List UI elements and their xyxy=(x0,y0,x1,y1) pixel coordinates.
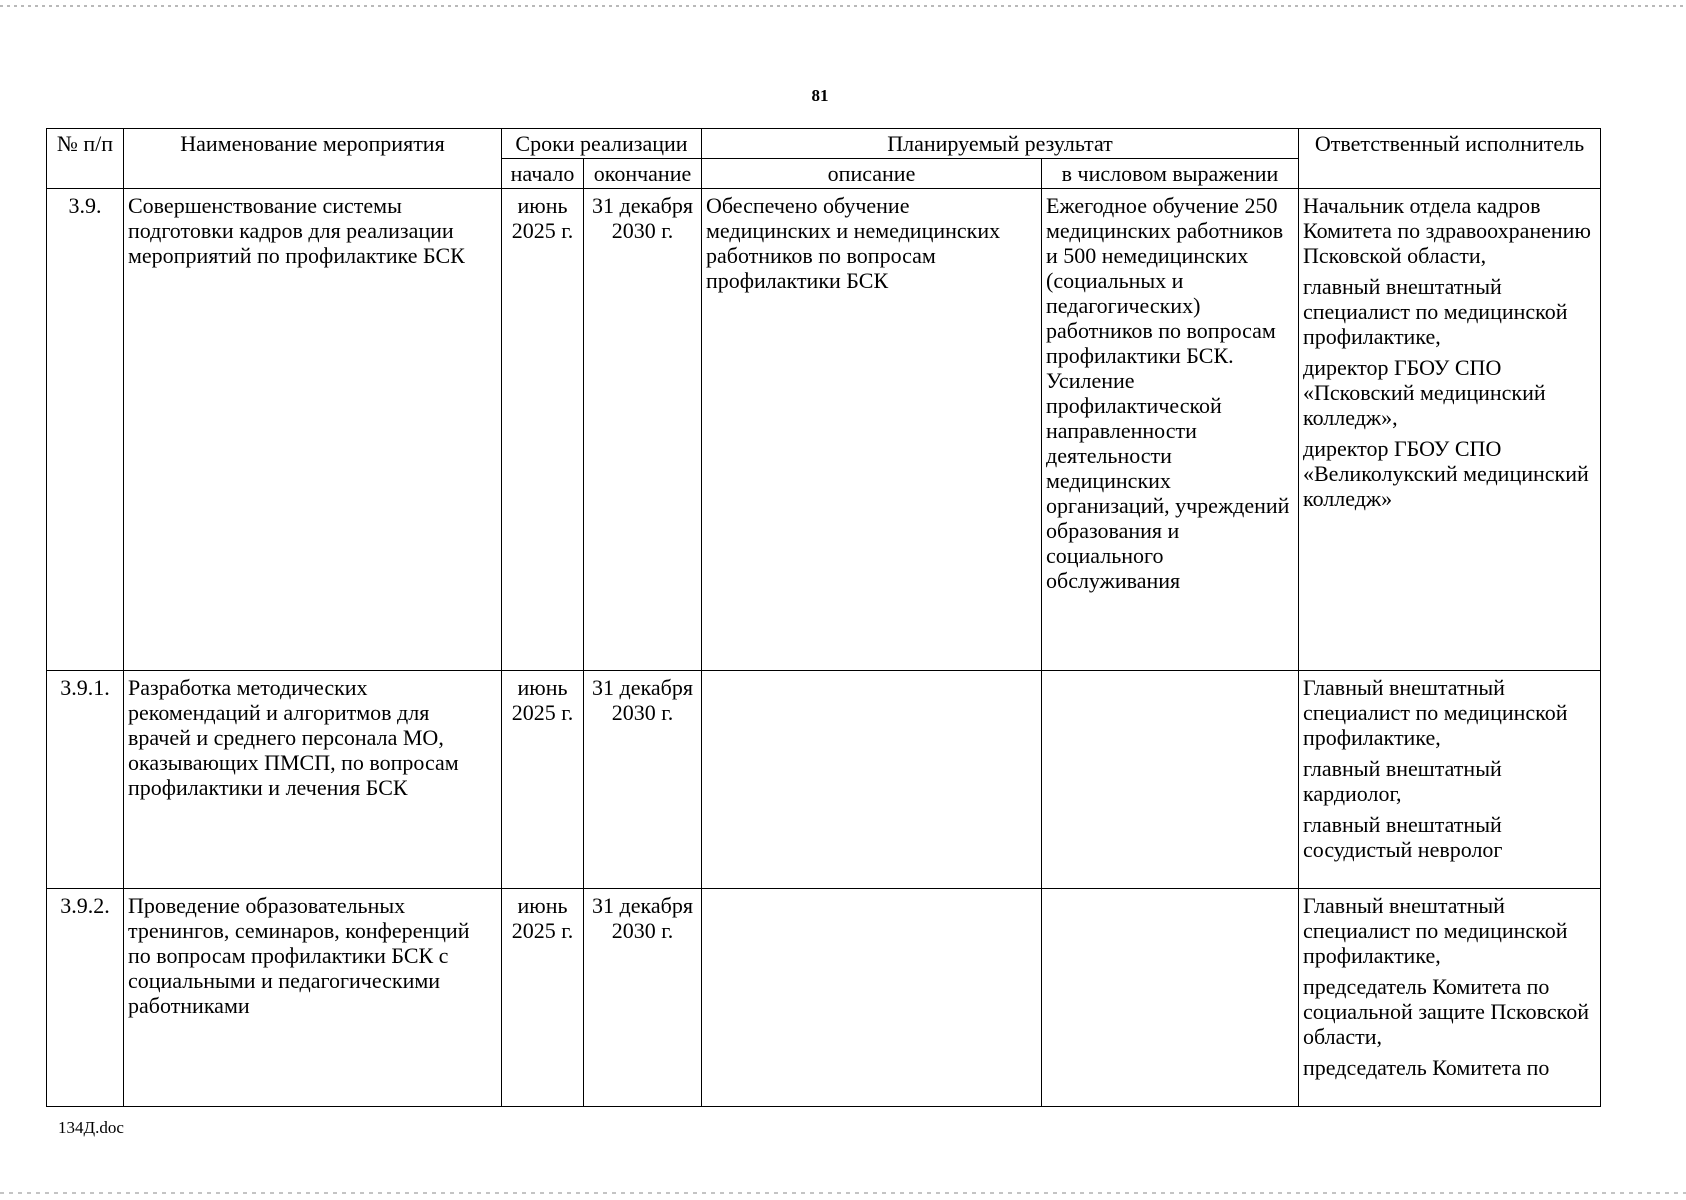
start-year: 2025 г. xyxy=(511,918,574,943)
responsible-line: директор ГБОУ СПО «Великолукский медицинский колледж» xyxy=(1303,436,1589,511)
responsible-line: главный внештатный сосудистый невролог xyxy=(1303,812,1503,862)
header-num: № п/п xyxy=(47,129,124,189)
row-start xyxy=(502,889,584,1107)
responsible-line: Главный внештатный специалист по медицинской профилактике, xyxy=(1303,893,1568,968)
end-date: 31 декабря xyxy=(592,675,693,700)
header-numeric: в числовом выражении xyxy=(1042,159,1299,189)
start-month: июнь xyxy=(517,675,568,700)
start-month: июнь xyxy=(517,193,568,218)
responsible-line: директор ГБОУ СПО «Псковский медицинский колледж», xyxy=(1303,355,1546,430)
end-date: 31 декабря xyxy=(592,893,693,918)
responsible-line: Начальник отдела кадров Комитета по здравоохранению Псковской области, xyxy=(1303,193,1591,268)
row-name: Совершенствование системы подготовки кадров для реализации мероприятий по профилактике БСК xyxy=(124,189,502,671)
row-end xyxy=(584,189,702,671)
row-end xyxy=(584,889,702,1107)
row-responsible xyxy=(1299,189,1601,671)
table-header xyxy=(47,129,1601,189)
row-end xyxy=(584,671,702,889)
row-numeric: Ежегодное обучение 250 медицинских работников и 500 немедицинских (социальных и педагогических) работников по вопросам профилактики БСК. Усиление профилактической направленности деятельности медицинских организаций, учреждений образования и социального обслуживания xyxy=(1042,189,1299,671)
header-name: Наименование мероприятия xyxy=(124,129,502,189)
row-name: Проведение образовательных тренингов, семинаров, конференций по вопросам профилактики БСК с социальными и педагогическими работниками xyxy=(124,889,502,1107)
row-num: 3.9.1. xyxy=(47,671,124,889)
header-terms: Сроки реализации xyxy=(502,129,702,159)
end-year: 2030 г. xyxy=(611,218,674,243)
row-description xyxy=(702,671,1042,889)
footer-filename: 134Д.doc xyxy=(58,1118,124,1137)
scan-edge-top xyxy=(0,5,1686,7)
header-end: окончание xyxy=(584,159,702,189)
end-date: 31 декабря xyxy=(592,193,693,218)
header-responsible: Ответственный исполнитель xyxy=(1299,129,1601,189)
row-numeric xyxy=(1042,671,1299,889)
start-year: 2025 г. xyxy=(511,218,574,243)
row-start xyxy=(502,189,584,671)
table-row xyxy=(47,889,1601,1107)
row-responsible xyxy=(1299,671,1601,889)
table-row xyxy=(47,189,1601,671)
header-result: Планируемый результат xyxy=(702,129,1299,159)
row-num: 3.9.2. xyxy=(47,889,124,1107)
page-number: 81 xyxy=(811,86,829,105)
end-year: 2030 г. xyxy=(611,700,674,725)
table-row xyxy=(47,671,1601,889)
row-responsible xyxy=(1299,889,1601,1107)
responsible-line: Главный внештатный специалист по медицинской профилактике, xyxy=(1303,675,1568,750)
responsible-line: председатель Комитета по xyxy=(1303,1055,1550,1080)
row-start xyxy=(502,671,584,889)
activities-table xyxy=(46,128,1601,1107)
responsible-line: председатель Комитета по социальной защите Псковской области, xyxy=(1303,974,1589,1049)
row-num: 3.9. xyxy=(47,189,124,671)
row-numeric xyxy=(1042,889,1299,1107)
start-month: июнь xyxy=(517,893,568,918)
responsible-line: главный внештатный специалист по медицинской профилактике, xyxy=(1303,274,1568,349)
row-name: Разработка методических рекомендаций и алгоритмов для врачей и среднего персонала МО, оказывающих ПМСП, по вопросам профилактики и лечения БСК xyxy=(124,671,502,889)
end-year: 2030 г. xyxy=(611,918,674,943)
responsible-line: главный внештатный кардиолог, xyxy=(1303,756,1502,806)
header-description: описание xyxy=(702,159,1042,189)
scan-edge-bottom xyxy=(0,1192,1686,1194)
header-start: начало xyxy=(502,159,584,189)
start-year: 2025 г. xyxy=(511,700,574,725)
row-description xyxy=(702,889,1042,1107)
row-description: Обеспечено обучение медицинских и немедицинских работников по вопросам профилактики БСК xyxy=(702,189,1042,671)
